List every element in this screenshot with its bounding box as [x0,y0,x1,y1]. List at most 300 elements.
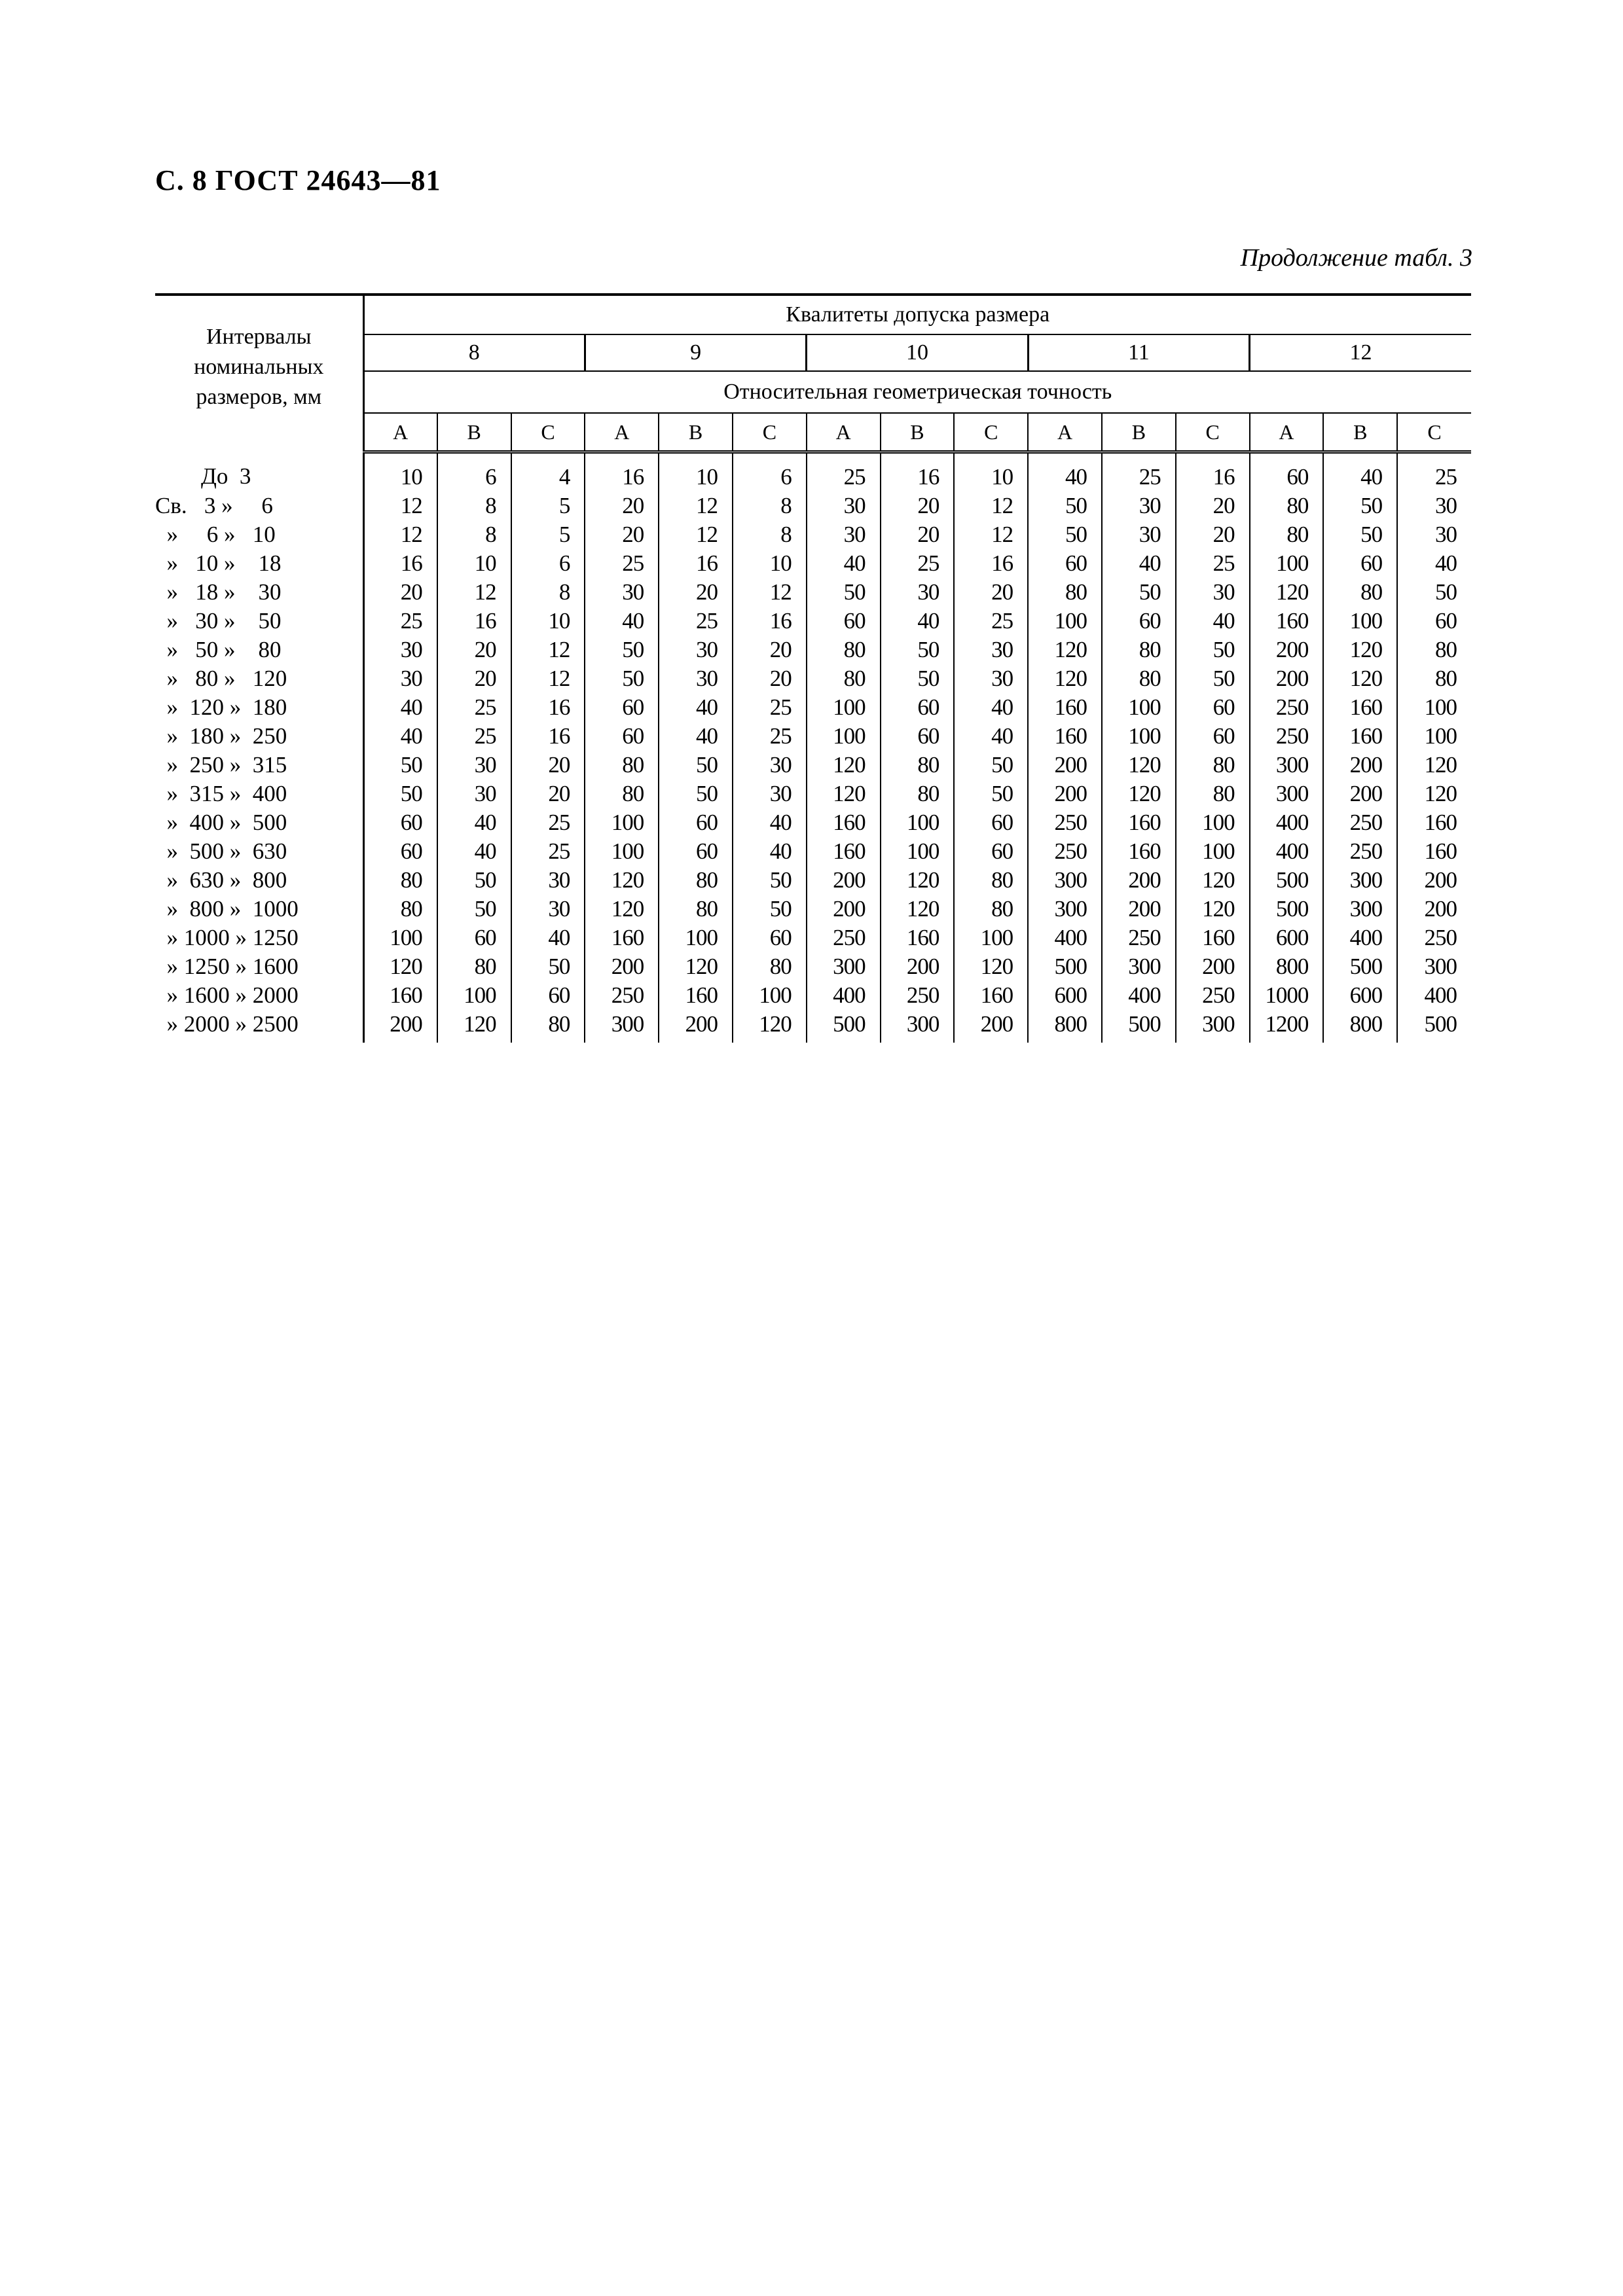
value-cell: 200 [585,952,659,981]
value-cell: 30 [437,751,511,780]
value-cell: 200 [881,952,955,981]
value-cell: 8 [733,520,807,549]
grade-header: 12 [1250,334,1471,371]
value-cell: 80 [1028,578,1102,607]
value-cell: 300 [1250,780,1324,808]
value-cell: 250 [881,981,955,1010]
value-cell: 20 [954,578,1028,607]
value-cell: 16 [659,549,733,578]
value-cell: 16 [437,607,511,636]
value-cell: 25 [437,722,511,751]
value-cell: 500 [1250,866,1324,895]
interval-cell: » 180 » 250 [155,722,363,751]
value-cell: 50 [881,664,955,693]
value-cell: 80 [1397,636,1471,664]
value-cell: 12 [400,493,422,518]
value-cell: 16 [511,693,585,722]
value-cell: 10 [733,549,807,578]
value-cell: 40 [733,837,807,866]
value-cell: 30 [733,751,807,780]
value-cell: 60 [1397,607,1471,636]
value-cell: 20 [400,579,422,605]
value-cell: 120 [585,895,659,924]
value-cell: 30 [659,636,733,664]
value-cell: 120 [954,952,1028,981]
value-cell: 12 [733,578,807,607]
interval-cell: » 1250 » 1600 [155,952,363,981]
value-cell: 60 [1323,549,1397,578]
value-cell: 40 [400,723,422,749]
value-cell: 60 [400,810,422,835]
interval-cell: » 6 » 10 [155,520,363,549]
value-cell: 500 [1323,952,1397,981]
value-cell: 25 [807,452,881,492]
value-cell: 10 [437,549,511,578]
value-cell: 60 [400,838,422,864]
table-row [155,808,1471,837]
value-cell: 60 [733,924,807,952]
value-cell: 80 [807,664,881,693]
value-cell: 100 [1397,693,1471,722]
table-row [155,866,1471,895]
value-cell: 400 [1250,808,1324,837]
table-row [155,751,1471,780]
value-cell: 12 [954,492,1028,520]
value-cell: 10 [400,464,422,490]
value-cell: 80 [437,952,511,981]
value-cell: 120 [1397,751,1471,780]
accuracy-class-header: В [437,413,511,452]
value-cell: 60 [954,808,1028,837]
value-cell: 25 [881,549,955,578]
value-cell: 60 [881,722,955,751]
accuracy-class-header: А [585,413,659,452]
value-cell: 20 [511,780,585,808]
table-row [155,607,1471,636]
value-cell: 300 [1250,751,1324,780]
value-cell: 80 [1397,664,1471,693]
value-cell: 100 [1028,607,1102,636]
value-cell: 50 [1323,492,1397,520]
value-cell: 5 [511,520,585,549]
value-cell: 80 [1176,780,1250,808]
value-cell: 100 [807,693,881,722]
value-cell: 100 [1176,837,1250,866]
table-row [155,492,1471,520]
value-cell: 50 [659,780,733,808]
tolerance-table-container [155,293,1471,1043]
value-cell: 300 [1102,952,1176,981]
value-cell: 60 [659,837,733,866]
value-cell: 100 [881,837,955,866]
value-cell: 800 [1028,1010,1102,1043]
value-cell: 160 [1397,837,1471,866]
value-cell: 40 [881,607,955,636]
value-cell: 30 [1102,520,1176,549]
value-cell: 20 [511,751,585,780]
value-cell: 200 [1397,895,1471,924]
value-cell: 60 [585,693,659,722]
interval-cell: » 50 » 80 [155,636,363,664]
table-body [155,452,1471,1043]
value-cell: 120 [1176,866,1250,895]
interval-cell: » 315 » 400 [155,780,363,808]
value-cell: 300 [585,1010,659,1043]
value-cell: 20 [881,492,955,520]
value-cell: 50 [659,751,733,780]
value-cell: 40 [511,924,585,952]
value-cell: 80 [659,866,733,895]
value-cell: 30 [585,578,659,607]
value-cell: 600 [1323,981,1397,1010]
value-cell: 250 [1323,837,1397,866]
value-cell: 8 [437,520,511,549]
value-cell: 160 [954,981,1028,1010]
value-cell: 120 [1250,578,1324,607]
value-cell: 250 [585,981,659,1010]
table-row [155,578,1471,607]
value-cell: 200 [1323,751,1397,780]
value-cell: 60 [1250,452,1324,492]
interval-cell: » 1600 » 2000 [155,981,363,1010]
table-row [155,664,1471,693]
value-cell: 120 [1102,751,1176,780]
value-cell: 40 [807,549,881,578]
value-cell: 160 [1397,808,1471,837]
value-cell: 600 [1250,924,1324,952]
table-row [155,636,1471,664]
value-cell: 250 [1323,808,1397,837]
value-cell: 120 [807,751,881,780]
table-header [155,295,1471,452]
value-cell: 40 [659,722,733,751]
interval-cell: » 1000 » 1250 [155,924,363,952]
value-cell: 600 [1028,981,1102,1010]
value-cell: 50 [585,664,659,693]
value-cell: 40 [437,837,511,866]
value-cell: 80 [1102,664,1176,693]
accuracy-class-header: А [363,413,437,452]
value-cell: 100 [807,722,881,751]
table-row [155,520,1471,549]
interval-cell: » 30 » 50 [155,607,363,636]
value-cell: 160 [1028,693,1102,722]
interval-cell: » 120 » 180 [155,693,363,722]
value-cell: 25 [511,837,585,866]
interval-cell: » 630 » 800 [155,866,363,895]
table-row [155,895,1471,924]
value-cell: 160 [390,982,422,1008]
value-cell: 200 [1323,780,1397,808]
value-cell: 30 [659,664,733,693]
value-cell: 50 [1102,578,1176,607]
value-cell: 30 [807,492,881,520]
value-cell: 400 [807,981,881,1010]
value-cell: 16 [400,550,422,576]
value-cell: 300 [1323,866,1397,895]
value-cell: 40 [437,808,511,837]
value-cell: 16 [511,722,585,751]
value-cell: 30 [400,666,422,691]
value-cell: 500 [1102,1010,1176,1043]
value-cell: 16 [733,607,807,636]
value-cell: 100 [437,981,511,1010]
value-cell: 500 [1397,1010,1471,1043]
value-cell: 40 [585,607,659,636]
value-cell: 30 [954,636,1028,664]
value-cell: 8 [437,492,511,520]
value-cell: 120 [1323,664,1397,693]
value-cell: 12 [659,492,733,520]
value-cell: 160 [1102,837,1176,866]
value-cell: 160 [1323,722,1397,751]
value-cell: 12 [400,522,422,547]
value-cell: 800 [1323,1010,1397,1043]
value-cell: 120 [733,1010,807,1043]
value-cell: 16 [585,452,659,492]
value-cell: 50 [1028,520,1102,549]
interval-cell: » 10 » 18 [155,549,363,578]
value-cell: 100 [1102,722,1176,751]
value-cell: 60 [659,808,733,837]
value-cell: 50 [585,636,659,664]
accuracy-class-header: С [954,413,1028,452]
value-cell: 250 [1028,808,1102,837]
value-cell: 60 [1176,693,1250,722]
interval-cell: » 400 » 500 [155,808,363,837]
value-cell: 120 [807,780,881,808]
accuracy-class-header: С [733,413,807,452]
value-cell: 16 [1176,452,1250,492]
value-cell: 160 [1176,924,1250,952]
value-cell: 200 [1102,895,1176,924]
grade-header: 9 [585,334,806,371]
value-cell: 30 [400,637,422,662]
value-cell: 250 [1028,837,1102,866]
value-cell: 300 [1028,866,1102,895]
value-cell: 160 [1323,693,1397,722]
value-cell: 200 [1397,866,1471,895]
value-cell: 100 [954,924,1028,952]
value-cell: 60 [585,722,659,751]
value-cell: 80 [881,751,955,780]
value-cell: 10 [954,452,1028,492]
value-cell: 200 [1250,636,1324,664]
value-cell: 250 [1102,924,1176,952]
value-cell: 120 [1028,664,1102,693]
value-cell: 12 [511,636,585,664]
value-cell: 100 [659,924,733,952]
value-cell: 40 [1176,607,1250,636]
value-cell: 50 [1028,492,1102,520]
value-cell: 12 [659,520,733,549]
intervals-column-header: Интервалы номинальных размеров, мм [155,295,363,452]
value-cell: 400 [1397,981,1471,1010]
accuracy-class-header: А [1250,413,1324,452]
value-cell: 80 [1176,751,1250,780]
page-title: С. 8 ГОСТ 24643—81 [155,164,441,196]
value-cell: 80 [881,780,955,808]
table-row [155,693,1471,722]
value-cell: 50 [733,895,807,924]
value-cell: 300 [1323,895,1397,924]
table-row [155,981,1471,1010]
value-cell: 300 [1176,1010,1250,1043]
value-cell: 80 [954,866,1028,895]
value-cell: 30 [881,578,955,607]
value-cell: 30 [954,664,1028,693]
value-cell: 40 [1397,549,1471,578]
accuracy-class-header: С [511,413,585,452]
value-cell: 80 [1250,492,1324,520]
value-cell: 20 [437,664,511,693]
value-cell: 60 [881,693,955,722]
value-cell: 25 [437,693,511,722]
value-cell: 200 [807,866,881,895]
value-cell: 60 [807,607,881,636]
table-row [155,549,1471,578]
value-cell: 10 [659,452,733,492]
value-cell: 12 [437,578,511,607]
interval-cell: » 800 » 1000 [155,895,363,924]
interval-cell: До 3 [155,452,363,492]
value-cell: 500 [807,1010,881,1043]
value-cell: 40 [1102,549,1176,578]
value-cell: 60 [511,981,585,1010]
value-cell: 80 [585,780,659,808]
value-cell: 200 [807,895,881,924]
value-cell: 60 [1176,722,1250,751]
value-cell: 50 [1397,578,1471,607]
value-cell: 250 [1250,693,1324,722]
value-cell: 50 [1176,636,1250,664]
value-cell: 160 [807,837,881,866]
value-cell: 10 [511,607,585,636]
value-cell: 20 [1176,492,1250,520]
value-cell: 40 [733,808,807,837]
value-cell: 250 [1176,981,1250,1010]
grade-header: 10 [807,334,1028,371]
value-cell: 25 [511,808,585,837]
value-cell: 400 [1028,924,1102,952]
value-cell: 100 [585,808,659,837]
value-cell: 80 [511,1010,585,1043]
value-cell: 250 [1397,924,1471,952]
value-cell: 5 [511,492,585,520]
value-cell: 160 [1102,808,1176,837]
accuracy-class-header: А [1028,413,1102,452]
value-cell: 400 [1323,924,1397,952]
value-cell: 20 [1176,520,1250,549]
value-cell: 30 [511,895,585,924]
value-cell: 100 [1176,808,1250,837]
value-cell: 100 [1250,549,1324,578]
value-cell: 16 [881,452,955,492]
accuracy-class-header: С [1176,413,1250,452]
value-cell: 120 [881,866,955,895]
value-cell: 50 [954,751,1028,780]
value-cell: 800 [1250,952,1324,981]
value-cell: 16 [954,549,1028,578]
table-row [155,1010,1471,1043]
value-cell: 200 [1250,664,1324,693]
grade-header: 8 [363,334,585,371]
value-cell: 20 [437,636,511,664]
value-cell: 30 [733,780,807,808]
value-cell: 80 [954,895,1028,924]
value-cell: 25 [1176,549,1250,578]
grade-header: 11 [1028,334,1249,371]
value-cell: 8 [511,578,585,607]
accuracy-class-header: В [1323,413,1397,452]
value-cell: 80 [659,895,733,924]
value-cell: 160 [807,808,881,837]
value-cell: 50 [954,780,1028,808]
value-cell: 120 [1323,636,1397,664]
value-cell: 30 [807,520,881,549]
value-cell: 60 [1102,607,1176,636]
value-cell: 30 [511,866,585,895]
value-cell: 40 [1028,452,1102,492]
interval-cell: » 500 » 630 [155,837,363,866]
value-cell: 12 [511,664,585,693]
value-cell: 120 [659,952,733,981]
value-cell: 500 [1250,895,1324,924]
value-cell: 120 [585,866,659,895]
kvalitety-header: Квалитеты допуска размера [363,295,1471,334]
value-cell: 300 [1028,895,1102,924]
value-cell: 160 [659,981,733,1010]
table-continuation-label: Продолжение табл. 3 [1240,244,1472,272]
value-cell: 25 [659,607,733,636]
interval-cell: » 2000 » 2500 [155,1010,363,1043]
value-cell: 25 [400,608,422,634]
table-row [155,722,1471,751]
value-cell: 80 [585,751,659,780]
value-cell: 250 [807,924,881,952]
value-cell: 60 [437,924,511,952]
value-cell: 30 [1176,578,1250,607]
accuracy-class-header: В [1102,413,1176,452]
table-row [155,924,1471,952]
interval-cell: » 250 » 315 [155,751,363,780]
value-cell: 25 [733,722,807,751]
value-cell: 50 [1176,664,1250,693]
accuracy-class-header: С [1397,413,1471,452]
value-cell: 100 [733,981,807,1010]
value-cell: 80 [400,896,422,922]
value-cell: 160 [1028,722,1102,751]
value-cell: 120 [1397,780,1471,808]
value-cell: 30 [1397,492,1471,520]
value-cell: 160 [1250,607,1324,636]
value-cell: 20 [585,520,659,549]
relative-accuracy-header: Относительная геометрическая точность [363,371,1471,413]
accuracy-class-header: В [659,413,733,452]
value-cell: 80 [1102,636,1176,664]
value-cell: 6 [511,549,585,578]
value-cell: 60 [954,837,1028,866]
value-cell: 500 [1028,952,1102,981]
value-cell: 1000 [1250,981,1324,1010]
value-cell: 50 [400,781,422,806]
value-cell: 50 [881,636,955,664]
value-cell: 40 [400,694,422,720]
value-cell: 6 [437,452,511,492]
accuracy-class-header: А [807,413,881,452]
value-cell: 120 [390,954,422,979]
value-cell: 200 [390,1011,422,1037]
